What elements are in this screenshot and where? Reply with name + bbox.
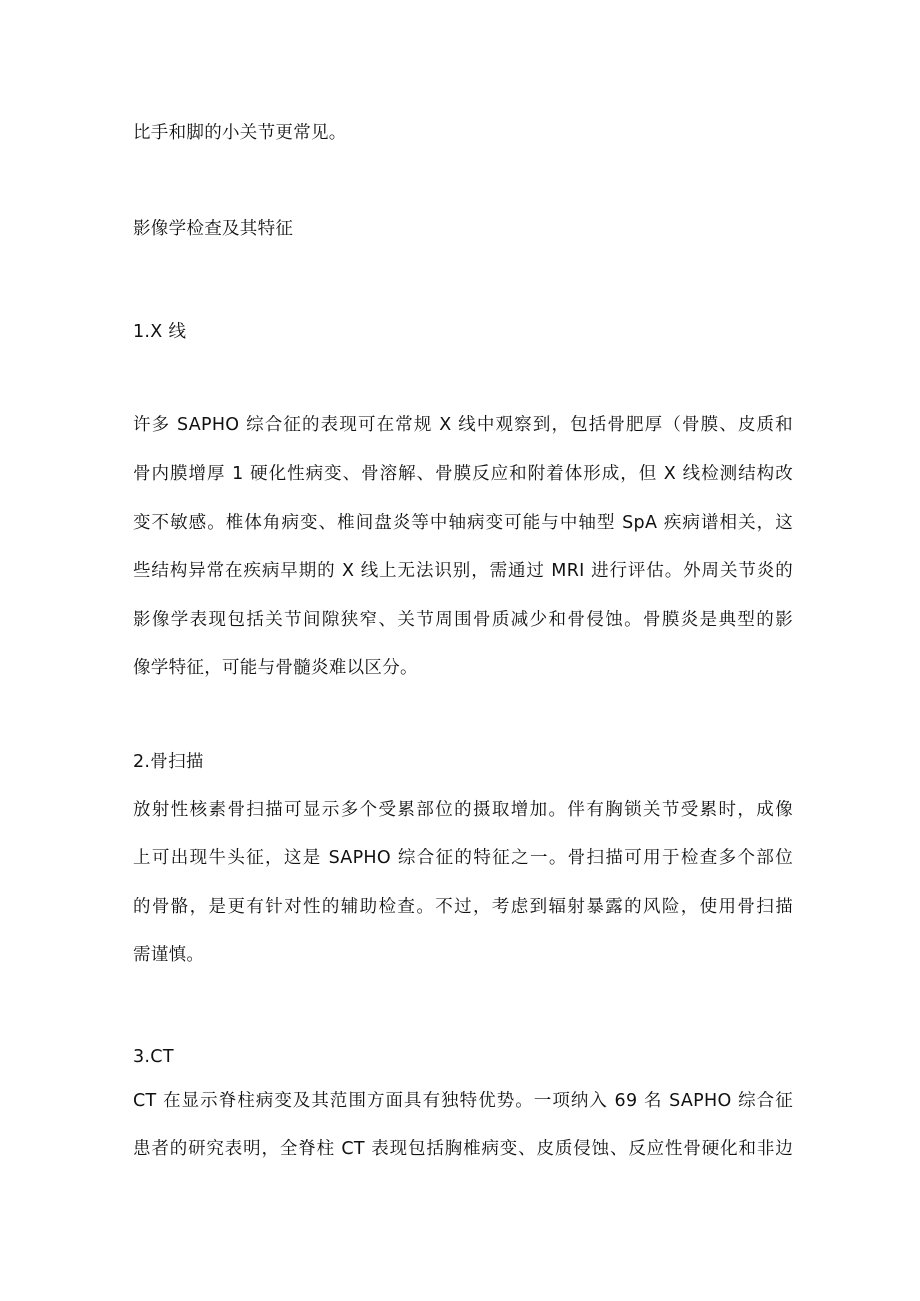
paragraph-line: 上可出现牛头征，这是 SAPHO 综合征的特征之一。骨扫描可用于检查多个部位	[133, 848, 793, 868]
paragraph-line: 许多 SAPHO 综合征的表现可在常规 X 线中观察到，包括骨肥厚（骨膜、皮质和	[133, 415, 793, 435]
paragraph-line: 影像学表现包括关节间隙狭窄、关节周围骨质减少和骨侵蚀。骨膜炎是典型的影	[133, 610, 793, 630]
paragraph-line: 患者的研究表明，全脊柱 CT 表现包括胸椎病变、皮质侵蚀、反应性骨硬化和非边	[133, 1139, 793, 1159]
paragraph-line: 像学特征，可能与骨髓炎难以区分。	[133, 658, 418, 678]
paragraph-line: CT 在显示脊柱病变及其范围方面具有独特优势。一项纳入 69 名 SAPHO 综合征	[133, 1091, 793, 1111]
section-heading: 影像学检查及其特征	[133, 219, 294, 239]
paragraph-line: 的骨骼，是更有针对性的辅助检查。不过，考虑到辐射暴露的风险，使用骨扫描	[133, 897, 793, 917]
paragraph-line: 骨内膜增厚 1 硬化性病变、骨溶解、骨膜反应和附着体形成，但 X 线检测结构改	[133, 464, 793, 484]
paragraph-line: 变不敏感。椎体角病变、椎间盘炎等中轴病变可能与中轴型 SpA 疾病谱相关，这	[133, 513, 793, 533]
paragraph-line: 放射性核素骨扫描可显示多个受累部位的摄取增加。伴有胸锁关节受累时，成像	[133, 800, 793, 820]
paragraph-line: 些结构异常在疾病早期的 X 线上无法识别，需通过 MRI 进行评估。外周关节炎的	[133, 561, 793, 581]
subsection-heading: 3.CT	[133, 1047, 174, 1067]
paragraph-line: 比手和脚的小关节更常见。	[133, 123, 347, 143]
subsection-heading: 2.骨扫描	[133, 752, 204, 772]
paragraph-line: 需谨慎。	[133, 945, 205, 965]
subsection-heading: 1.X 线	[133, 322, 187, 342]
